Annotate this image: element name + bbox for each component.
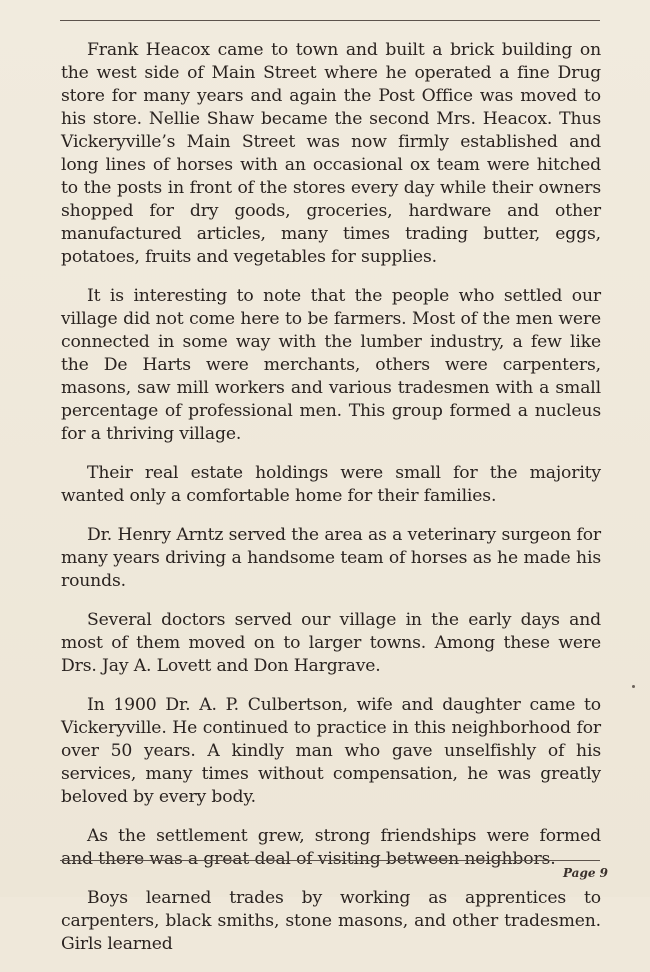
margin-speck (632, 685, 635, 688)
paragraph-heacox-drug-store: Frank Heacox came to town and built a brick building on the west side of Main Street where he operated a fine Drug store for many years and again the Post Office was moved to his store. Nellie Shaw became the second Mrs. Heacox. Thus Vickeryville’s Main Street was now firmly established and long lines of horses with an occasional ox team were hitched to the posts in front of the stores every day while their owners shopped for dry goods, groceries, hardware and other manufactured articles, many times trading butter, eggs, potatoes, fruits and vegetables for supplies. (61, 40, 601, 267)
page-number: Page 9 (562, 866, 608, 880)
bottom-rule (60, 860, 600, 861)
paragraph-settlers-occupations: It is interesting to note that the people who settled our village did not come here to be farmers. Most of the men were connected in some way with the lumber industry, a few like the De Harts were merchants, others were carpenters, masons, saw mill workers and various tradesmen with a small percentage of professional men. This group formed a nucleus for a thriving village. (61, 286, 601, 444)
paragraph-apprentices: Boys learned trades by working as apprentices to carpenters, black smiths, stone masons, and other tradesmen. Girls learned (61, 888, 601, 954)
paragraph-real-estate: Their real estate holdings were small for the majority wanted only a comfortable home for their families. (61, 463, 601, 506)
paragraph-dr-culbertson: In 1900 Dr. A. P. Culbertson, wife and daughter came to Vickeryville. He continued to practice in this neighborhood for over 50 years. A kindly man who gave unselfishly of his services, many times without compensation, he was greatly beloved by every body. (61, 695, 601, 807)
body-text (61, 39, 601, 972)
top-rule (60, 20, 600, 21)
paragraph-early-doctors: Several doctors served our village in the early days and most of them moved on to larger towns. Among these were Drs. Jay A. Lovett and Don Hargrave. (61, 610, 601, 676)
paragraph-dr-arntz: Dr. Henry Arntz served the area as a veterinary surgeon for many years driving a handsome team of horses as he made his rounds. (61, 525, 601, 591)
paragraph-friendships: As the settlement grew, strong friendships were formed and there was a great deal of visiting between neighbors. (61, 826, 601, 869)
